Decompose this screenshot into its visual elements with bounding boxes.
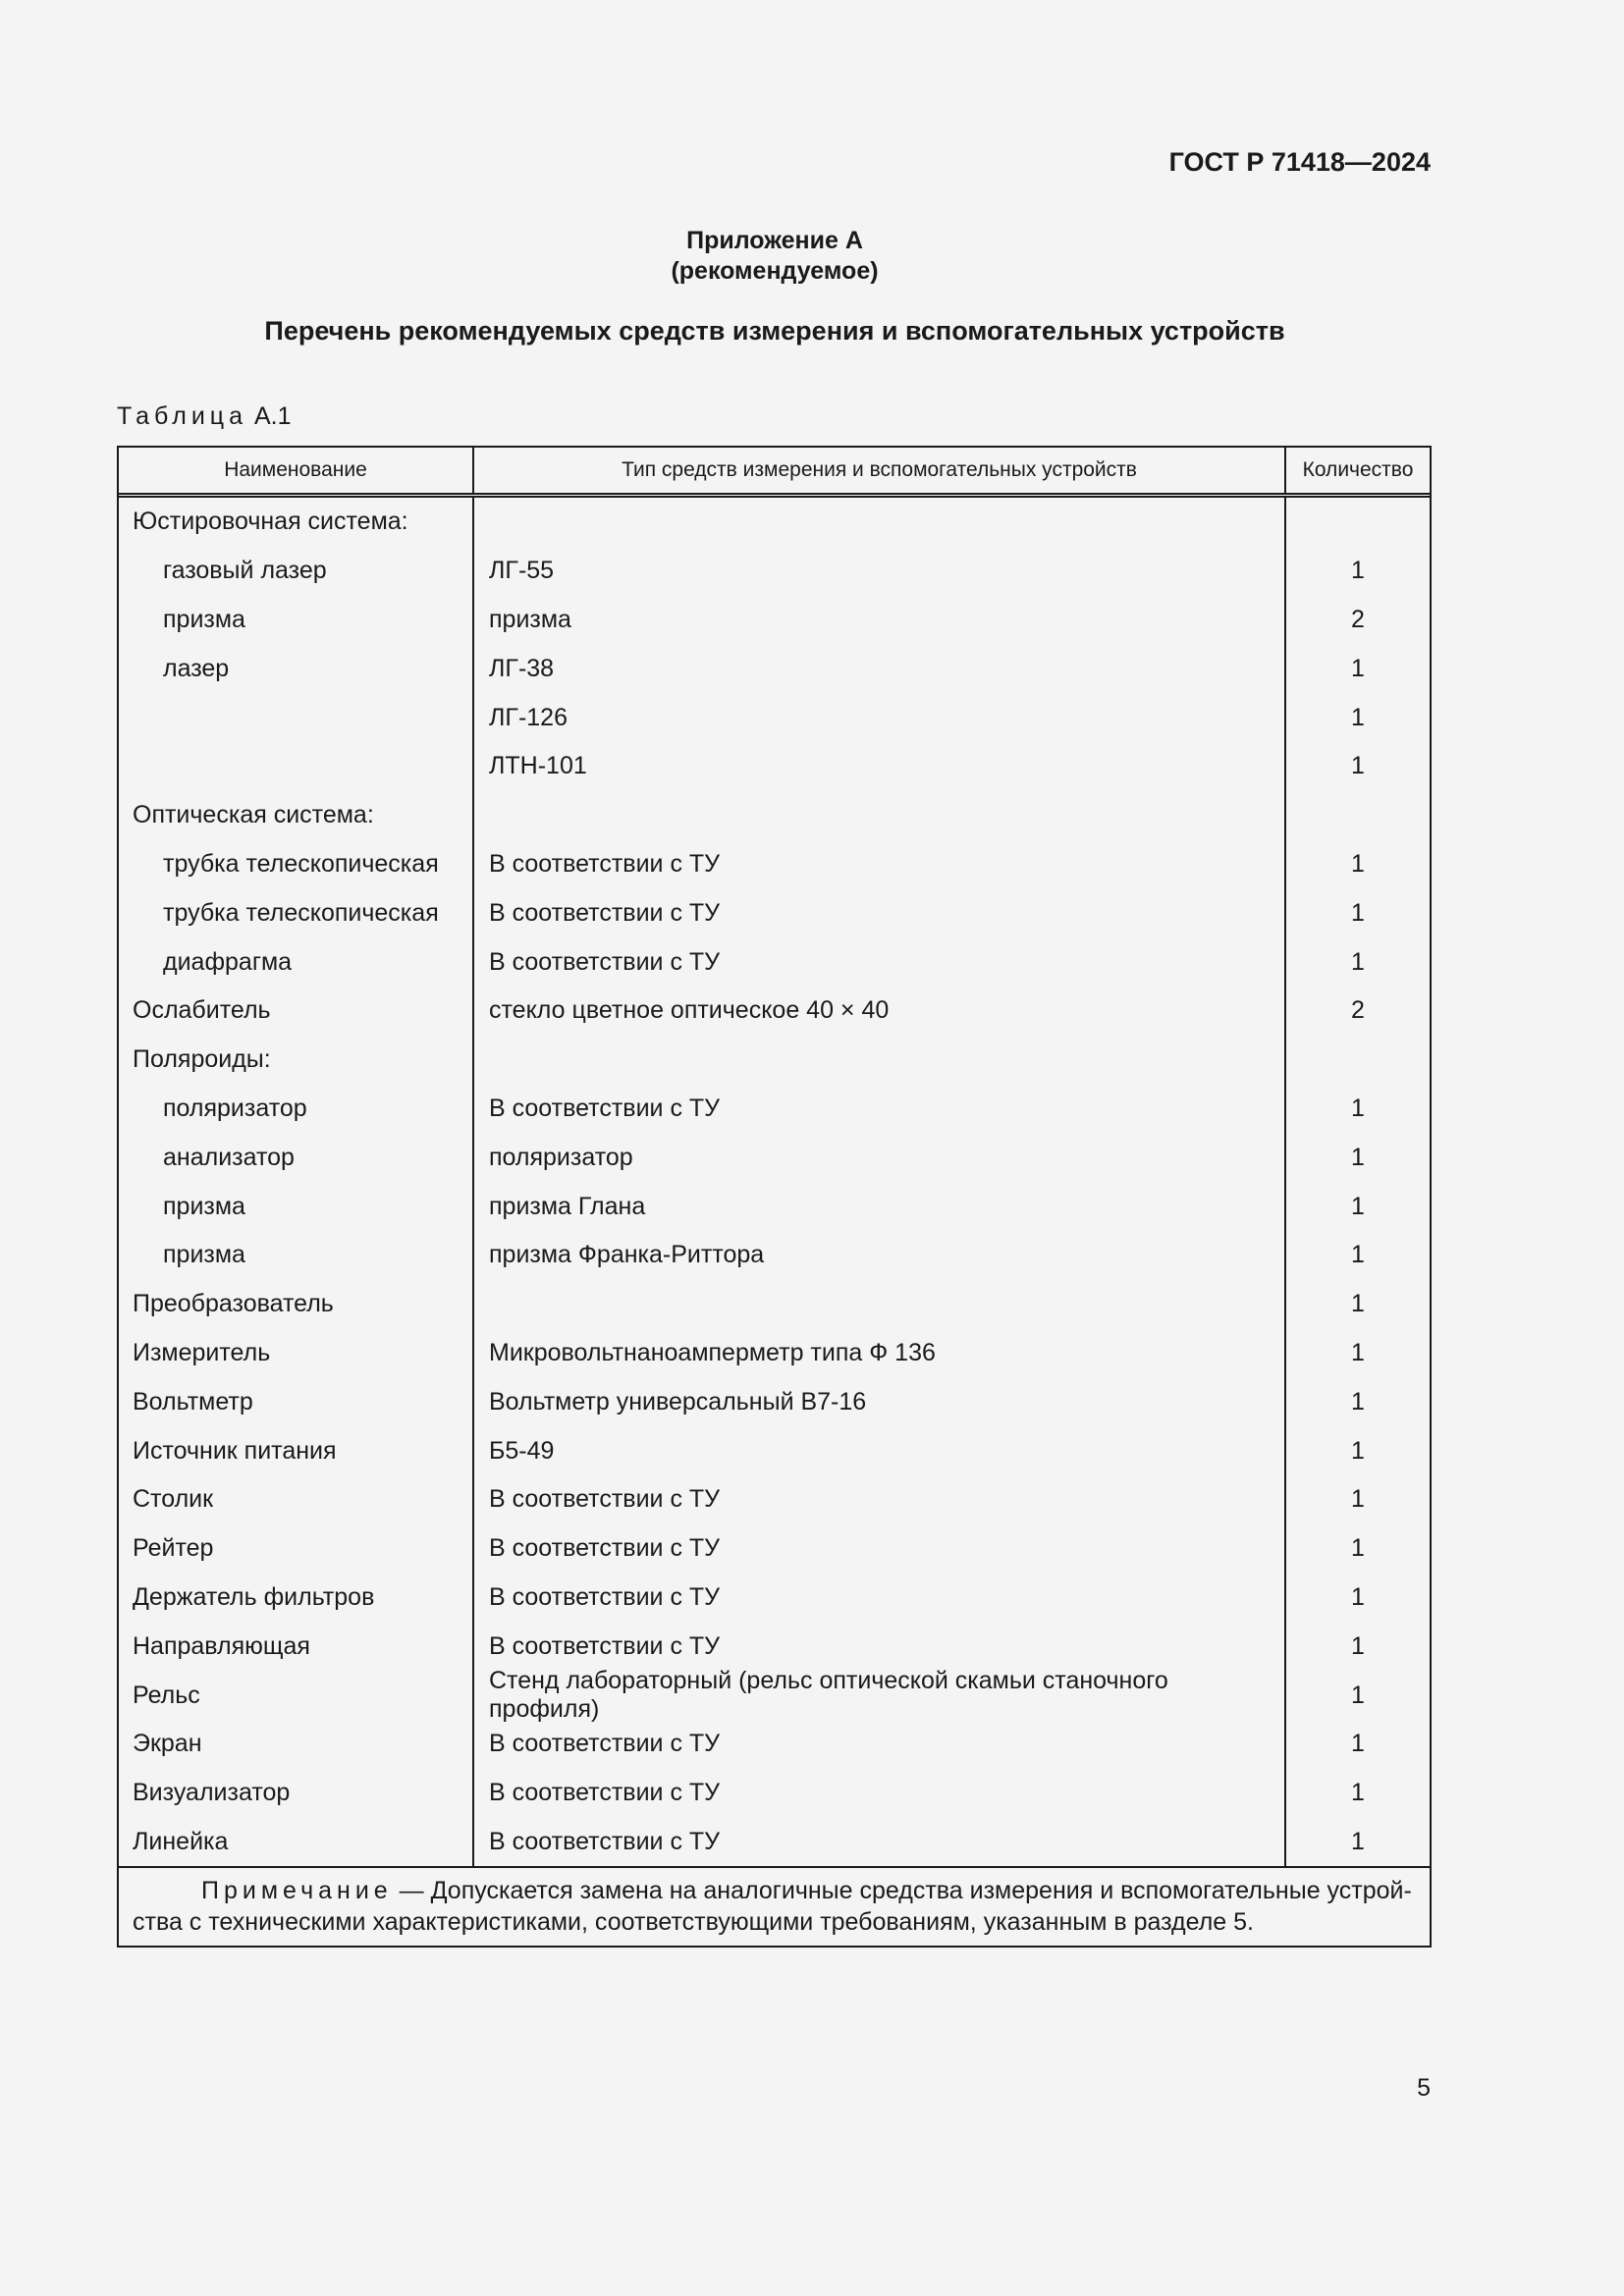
cell-name: лазер	[119, 644, 474, 693]
cell-type: стекло цветное оптическое 40 × 40	[474, 987, 1286, 1036]
table-row	[119, 693, 1430, 742]
cell-name: Измеритель	[119, 1329, 474, 1378]
table-row	[119, 1231, 1430, 1280]
table-caption-number: А.1	[253, 402, 292, 430]
cell-name: Вольтметр	[119, 1377, 474, 1426]
cell-name: Поляроиды:	[119, 1036, 474, 1085]
cell-quantity: 1	[1351, 1681, 1365, 1709]
table-row	[119, 791, 1430, 840]
cell-quantity: 1	[1351, 947, 1365, 976]
cell-name: Экран	[119, 1720, 474, 1769]
table-body	[119, 498, 1430, 1866]
cell-quantity: 1	[1351, 1143, 1365, 1171]
cell-quantity: 2	[1351, 996, 1365, 1025]
table-row	[119, 987, 1430, 1036]
table-note	[119, 1866, 1430, 1946]
table-row	[119, 1720, 1430, 1769]
cell-type: ЛТН-101	[474, 742, 1286, 791]
table-row	[119, 1426, 1430, 1475]
cell-type	[474, 1036, 1286, 1085]
cell-name: Линейка	[119, 1818, 474, 1867]
cell-type: ЛГ-38	[474, 644, 1286, 693]
header-quantity: Количество	[1302, 458, 1414, 481]
cell-quantity: 1	[1351, 1534, 1365, 1563]
cell-quantity: 1	[1351, 1290, 1365, 1318]
cell-name: призма	[119, 1182, 474, 1231]
cell-name: Рейтер	[119, 1524, 474, 1574]
cell-quantity: 1	[1351, 1582, 1365, 1611]
cell-name	[119, 742, 474, 791]
header-type: Тип средств измерения и вспомогательных устройств	[474, 448, 1286, 493]
cell-name: поляризатор	[119, 1085, 474, 1134]
cell-quantity: 1	[1351, 1192, 1365, 1220]
section-heading: Перечень рекомендуемых средств измерения и вспомогательных устройств	[264, 316, 1285, 346]
cell-type: Стенд лабораторный (рельс оптической скамьи станочного профиля)	[474, 1671, 1286, 1720]
cell-name: Юстировочная система:	[119, 498, 474, 547]
note-label: Примечание	[201, 1877, 393, 1905]
cell-quantity	[1286, 498, 1430, 547]
cell-quantity	[1286, 791, 1430, 840]
cell-type: В соответствии с ТУ	[474, 1818, 1286, 1867]
cell-quantity: 1	[1351, 1241, 1365, 1269]
cell-quantity: 1	[1351, 1387, 1365, 1415]
table-row	[119, 596, 1430, 645]
table-row	[119, 498, 1430, 547]
table-row	[119, 1769, 1430, 1818]
cell-type: В соответствии с ТУ	[474, 840, 1286, 889]
cell-name: Держатель фильтров	[119, 1574, 474, 1623]
cell-name: трубка телескопическая	[119, 888, 474, 937]
table-caption	[117, 402, 292, 431]
cell-type: Вольтметр универсальный В7-16	[474, 1377, 1286, 1426]
appendix-title: Приложение А	[686, 227, 863, 254]
cell-type: В соответствии с ТУ	[474, 1720, 1286, 1769]
appendix-title-block	[0, 226, 1549, 287]
cell-type: ЛГ-55	[474, 547, 1286, 596]
table-row	[119, 1329, 1430, 1378]
table-row	[119, 644, 1430, 693]
cell-quantity: 1	[1351, 898, 1365, 927]
cell-name: Оптическая система:	[119, 791, 474, 840]
cell-quantity: 1	[1351, 557, 1365, 585]
table-row	[119, 1280, 1430, 1329]
table-row	[119, 1818, 1430, 1867]
cell-name: трубка телескопическая	[119, 840, 474, 889]
equipment-table	[117, 446, 1432, 1948]
cell-type	[474, 791, 1286, 840]
cell-type: призма Глана	[474, 1182, 1286, 1231]
table-row	[119, 1182, 1430, 1231]
cell-quantity: 1	[1351, 1730, 1365, 1758]
table-caption-label: Таблица	[117, 402, 248, 430]
cell-name: Направляющая	[119, 1622, 474, 1671]
cell-quantity	[1286, 1036, 1430, 1085]
cell-quantity: 1	[1351, 1779, 1365, 1807]
table-row	[119, 1667, 1430, 1724]
cell-type: Б5-49	[474, 1426, 1286, 1475]
cell-quantity: 1	[1351, 849, 1365, 878]
table-row	[119, 1574, 1430, 1623]
cell-type: призма	[474, 596, 1286, 645]
table-row	[119, 1036, 1430, 1085]
cell-quantity: 1	[1351, 1338, 1365, 1366]
table-row	[119, 547, 1430, 596]
cell-name: Визуализатор	[119, 1769, 474, 1818]
cell-type: В соответствии с ТУ	[474, 1769, 1286, 1818]
document-code: ГОСТ Р 71418—2024	[1168, 147, 1431, 177]
table-row	[119, 1377, 1430, 1426]
cell-name: Рельс	[119, 1671, 474, 1720]
cell-name: Источник питания	[119, 1426, 474, 1475]
cell-name: диафрагма	[119, 937, 474, 987]
cell-quantity: 1	[1351, 1631, 1365, 1660]
appendix-subtitle: (рекомендуемое)	[671, 257, 879, 285]
cell-type	[474, 498, 1286, 547]
cell-name: анализатор	[119, 1133, 474, 1182]
table-row	[119, 888, 1430, 937]
cell-type: В соответствии с ТУ	[474, 937, 1286, 987]
table-row	[119, 1475, 1430, 1524]
cell-type: поляризатор	[474, 1133, 1286, 1182]
cell-quantity: 1	[1351, 703, 1365, 731]
cell-type: Микровольтнаноамперметр типа Ф 136	[474, 1329, 1286, 1378]
cell-name: призма	[119, 1231, 474, 1280]
page-number: 5	[1417, 2074, 1431, 2102]
note-text: — Допускается замена на аналогичные средства измерения и вспомогательные устрой-ства с техническими характеристиками, соответствующими требованиям, указанным в разделе 5.	[133, 1877, 1412, 1937]
cell-name	[119, 693, 474, 742]
cell-type: В соответствии с ТУ	[474, 1524, 1286, 1574]
cell-quantity: 1	[1351, 752, 1365, 780]
cell-name: призма	[119, 596, 474, 645]
cell-type: В соответствии с ТУ	[474, 1622, 1286, 1671]
cell-quantity: 1	[1351, 654, 1365, 682]
cell-quantity: 1	[1351, 1094, 1365, 1122]
table-header	[119, 448, 1430, 498]
cell-quantity: 1	[1351, 1827, 1365, 1855]
cell-name: Преобразователь	[119, 1280, 474, 1329]
table-row	[119, 1524, 1430, 1574]
cell-type: призма Франка-Риттора	[474, 1231, 1286, 1280]
cell-type: ЛГ-126	[474, 693, 1286, 742]
cell-name: Столик	[119, 1475, 474, 1524]
table-row	[119, 937, 1430, 987]
cell-quantity: 1	[1351, 1485, 1365, 1514]
cell-name: Ослабитель	[119, 987, 474, 1036]
table-row	[119, 1622, 1430, 1671]
cell-quantity: 1	[1351, 1436, 1365, 1465]
cell-type: В соответствии с ТУ	[474, 1574, 1286, 1623]
table-row	[119, 840, 1430, 889]
cell-type	[474, 1280, 1286, 1329]
cell-quantity: 2	[1351, 605, 1365, 633]
header-name: Наименование	[119, 448, 474, 493]
table-row	[119, 1085, 1430, 1134]
cell-name: газовый лазер	[119, 547, 474, 596]
cell-type: В соответствии с ТУ	[474, 1085, 1286, 1134]
cell-type: В соответствии с ТУ	[474, 888, 1286, 937]
table-row	[119, 1133, 1430, 1182]
cell-type: В соответствии с ТУ	[474, 1475, 1286, 1524]
table-row	[119, 742, 1430, 791]
